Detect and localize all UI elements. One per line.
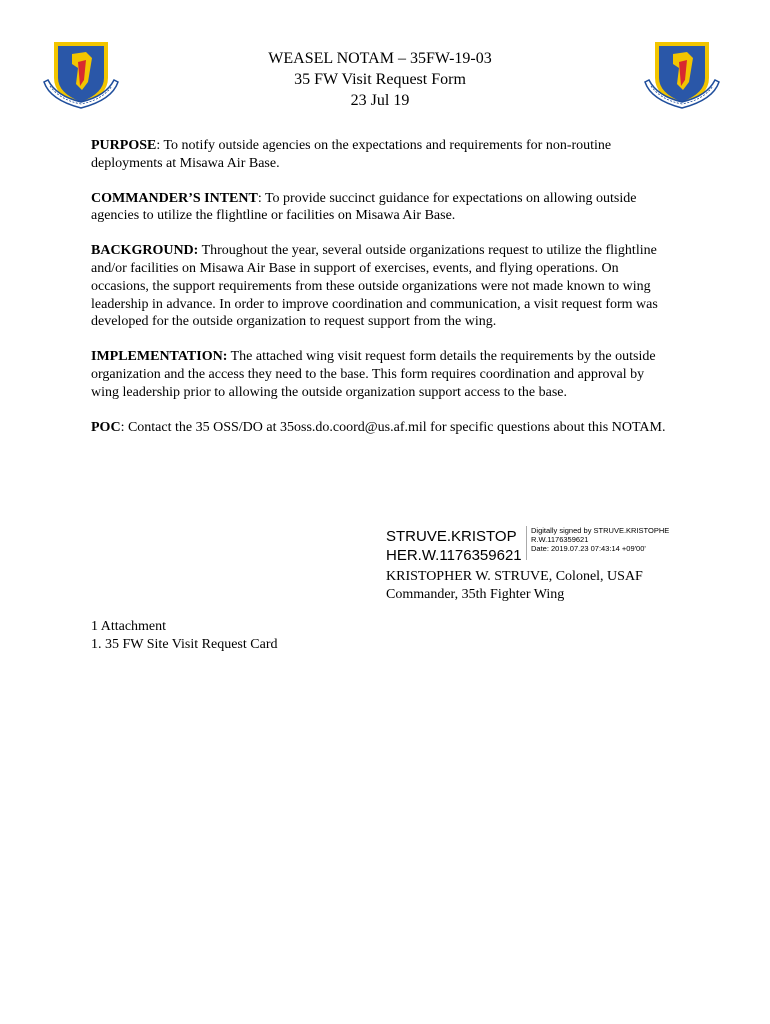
document-header xyxy=(180,48,580,111)
wing-emblem-left xyxy=(42,34,120,112)
background-paragraph xyxy=(91,242,671,331)
paragraph-text: The attached wing visit request form details the requirements by the outside organization and the access they need to the base. This form requires coordination and approval by wing leadership prior to allowing the outside organization support access to the base. xyxy=(91,349,656,400)
paragraph-heading: BACKGROUND: xyxy=(91,243,199,259)
commanders-intent-paragraph: COMMANDER’S INTENT: To provide succinct guidance for expectations on allowing outside agencies to utilize the flightline or facilities on Misawa Air Base. xyxy=(91,190,637,224)
attachments-heading: 1 Attachment xyxy=(91,619,167,634)
signature-block xyxy=(386,524,686,604)
shield-emblem-icon xyxy=(643,34,721,112)
attachment-item: 1. 35 FW Site Visit Request Card xyxy=(91,637,278,652)
form-title: 35 FW Visit Request Form xyxy=(294,71,466,88)
shield-emblem-icon xyxy=(42,34,120,112)
signer-title: Commander, 35th Fighter Wing xyxy=(386,587,565,602)
attachments-section xyxy=(91,618,277,654)
paragraph-text: To provide succinct guidance for expectations on allowing outside agencies to utilize the flightline or facilities on Misawa Air Base. xyxy=(91,190,637,224)
notam-title: WEASEL NOTAM – 35FW-19-03 xyxy=(268,50,492,67)
document-body xyxy=(91,137,671,453)
paragraph-heading: POC xyxy=(91,419,121,435)
paragraph-heading: COMMANDER’S INTENT xyxy=(91,190,258,206)
paragraph-text: Contact the 35 OSS/DO at 35oss.do.coord@us.af.mil for specific questions about this NOTAM. xyxy=(127,419,666,435)
paragraph-heading: IMPLEMENTATION: xyxy=(91,349,228,365)
signed-by-text: Digitally signed by STRUVE.KRISTOPHER.W.1176359621 xyxy=(531,526,670,544)
implementation-paragraph xyxy=(91,348,671,401)
signer-printed-name: KRISTOPHER W. STRUVE, Colonel, USAF xyxy=(386,569,643,584)
signature-date: Date: 2019.07.23 07:43:14 +09'00' xyxy=(531,544,646,553)
digital-signature-details xyxy=(531,524,671,553)
paragraph-text: Throughout the year, several outside organizations request to utilize the flightline and/or facilities on Misawa Air Base in support of exercises, events, and flying operations. On occasions, the support requirements from these outside organizations were not made known to wing leadership in advance. In order to improve coordination and communication, a visit request form was developed for the outside organization to request support from the wing. xyxy=(91,243,658,330)
paragraph-heading: PURPOSE xyxy=(91,138,157,153)
signature-divider xyxy=(526,526,527,560)
document-date: 23 Jul 19 xyxy=(350,92,410,109)
digital-signature[interactable] xyxy=(386,524,686,565)
poc-paragraph: POC: Contact the 35 OSS/DO at 35oss.do.coord@us.af.mil for specific questions about this NOTAM. xyxy=(91,419,666,435)
wing-emblem-right xyxy=(643,34,721,112)
purpose-paragraph: PURPOSE: To notify outside agencies on the expectations and requirements for non-routine deployments at Misawa Air Base. xyxy=(91,138,612,171)
digital-signature-name: STRUVE.KRISTOPHER.W.1176359621 xyxy=(386,528,522,564)
paragraph-text: To notify outside agencies on the expectations and requirements for non-routine deployments at Misawa Air Base. xyxy=(91,138,612,171)
